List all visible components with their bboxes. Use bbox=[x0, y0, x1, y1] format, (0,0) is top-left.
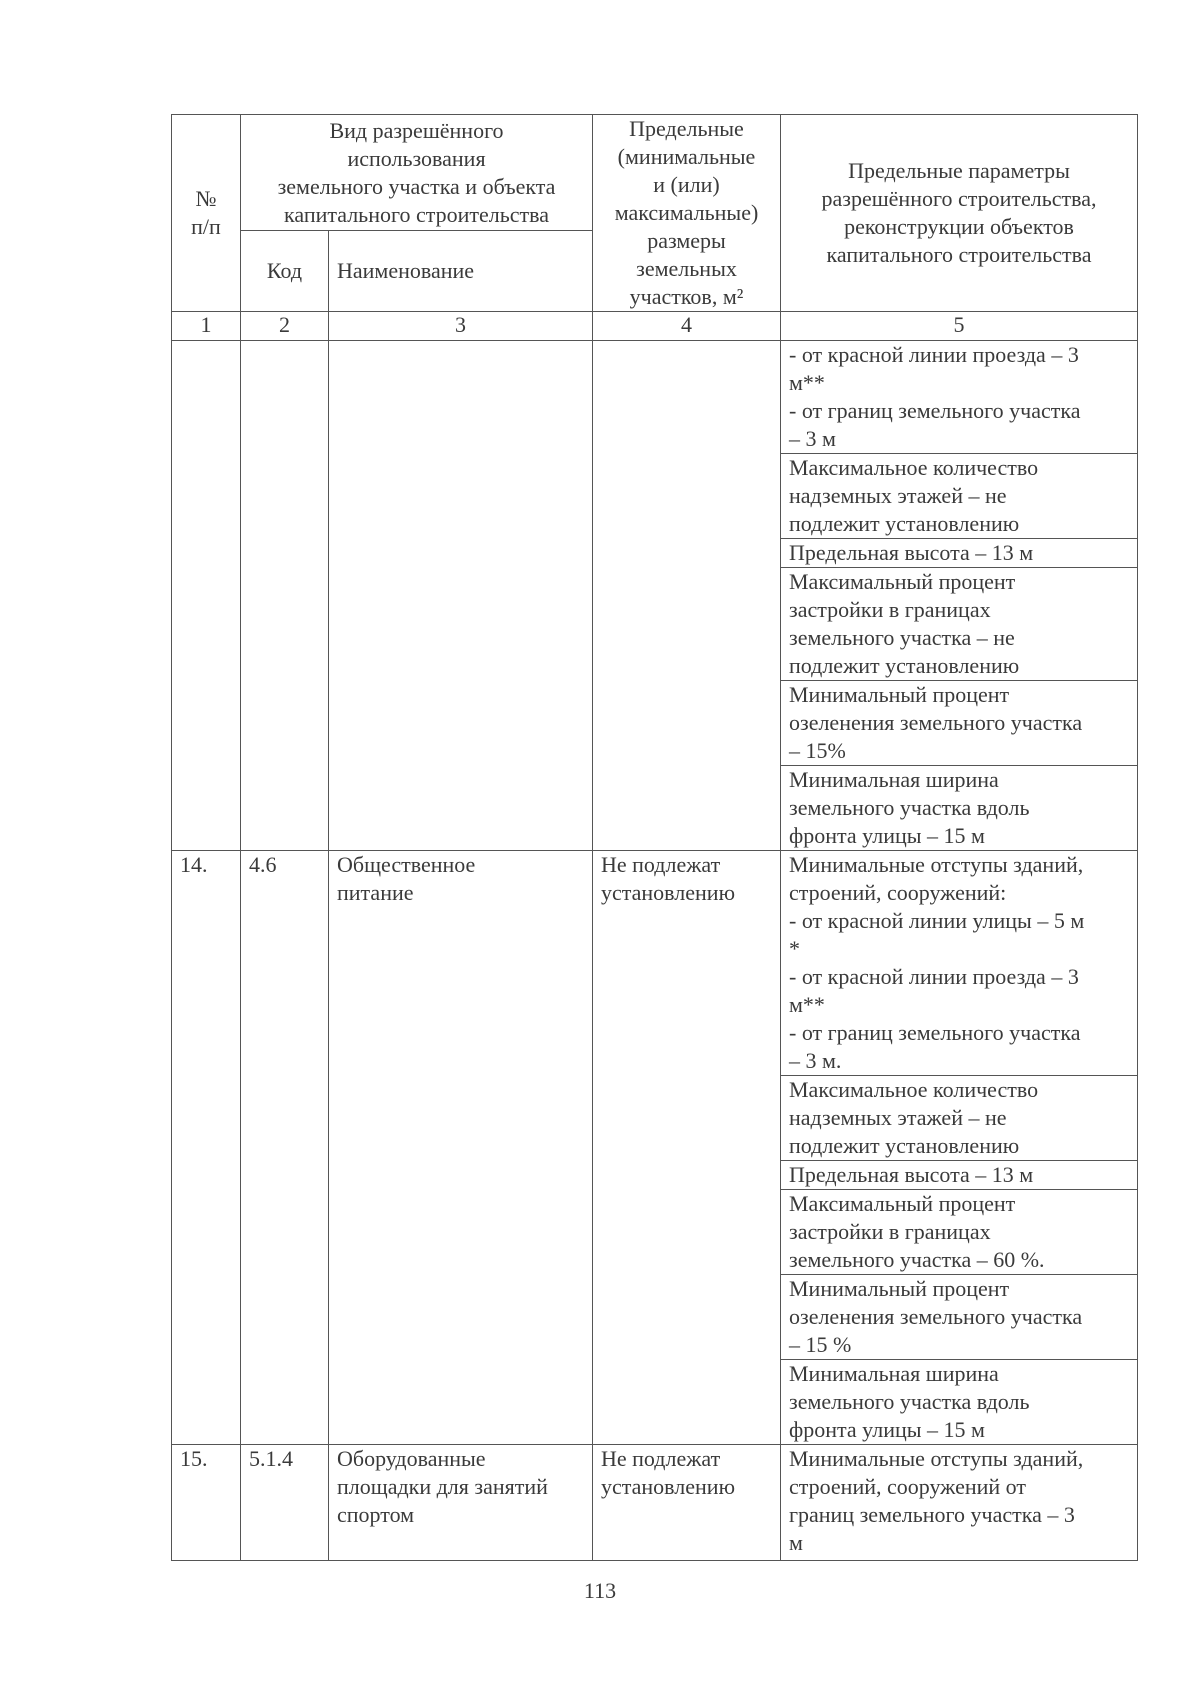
cont-name-cell bbox=[329, 341, 593, 851]
param-cell: Максимальное количество надземных этажей – не подлежит установлению bbox=[781, 454, 1138, 539]
header-code: Код bbox=[241, 231, 329, 312]
header-permitted-use: Вид разрешённого использования земельного участка и объекта капитального строительства bbox=[241, 115, 593, 231]
param-cell: - от красной линии проезда – 3 м** - от границ земельного участка – 3 м bbox=[781, 341, 1138, 454]
param-cell: Минимальные отступы зданий, строений, сооружений: - от красной линии улицы – 5 м * - от красной линии проезда – 3 м** - от границ земельного участка – 3 м. bbox=[781, 851, 1138, 1076]
param-cell: Минимальная ширина земельного участка вдоль фронта улицы – 15 м bbox=[781, 1360, 1138, 1445]
column-number-2: 2 bbox=[241, 312, 329, 341]
cont-num-cell bbox=[172, 341, 241, 851]
column-number-3: 3 bbox=[329, 312, 593, 341]
page-number: 113 bbox=[583, 1578, 617, 1603]
param-cell: Максимальное количество надземных этажей – не подлежит установлению bbox=[781, 1076, 1138, 1161]
param-cell: Минимальный процент озеленения земельного участка – 15% bbox=[781, 681, 1138, 766]
param-cell: Максимальный процент застройки в границах земельного участка – не подлежит установлению bbox=[781, 568, 1138, 681]
regulations-table bbox=[171, 114, 1138, 1561]
row-code: 4.6 bbox=[241, 851, 329, 1445]
column-number-5: 5 bbox=[781, 312, 1138, 341]
row-sizes: Не подлежат установлению bbox=[593, 851, 781, 1445]
param-cell: Предельная высота – 13 м bbox=[781, 1161, 1138, 1190]
param-cell: Минимальные отступы зданий, строений, сооружений от границ земельного участка – 3 м bbox=[781, 1445, 1138, 1561]
param-cell: Максимальный процент застройки в границах земельного участка – 60 %. bbox=[781, 1190, 1138, 1275]
row-sizes: Не подлежат установлению bbox=[593, 1445, 781, 1561]
param-cell: Минимальный процент озеленения земельного участка – 15 % bbox=[781, 1275, 1138, 1360]
row-number: 15. bbox=[172, 1445, 241, 1561]
column-number-1: 1 bbox=[172, 312, 241, 341]
row-code: 5.1.4 bbox=[241, 1445, 329, 1561]
row-name: Общественное питание bbox=[329, 851, 593, 1445]
header-number: № п/п bbox=[172, 115, 241, 312]
row-number: 14. bbox=[172, 851, 241, 1445]
param-cell: Минимальная ширина земельного участка вдоль фронта улицы – 15 м bbox=[781, 766, 1138, 851]
param-cell: Предельная высота – 13 м bbox=[781, 539, 1138, 568]
header-name: Наименование bbox=[329, 231, 593, 312]
row-name: Оборудованные площадки для занятий спортом bbox=[329, 1445, 593, 1561]
header-construction-params: Предельные параметры разрешённого строительства, реконструкции объектов капитального строительства bbox=[781, 115, 1138, 312]
column-number-4: 4 bbox=[593, 312, 781, 341]
cont-code-cell bbox=[241, 341, 329, 851]
header-plot-sizes: Предельные (минимальные и (или) максимальные) размеры земельных участков, м² bbox=[593, 115, 781, 312]
cont-sizes-cell bbox=[593, 341, 781, 851]
